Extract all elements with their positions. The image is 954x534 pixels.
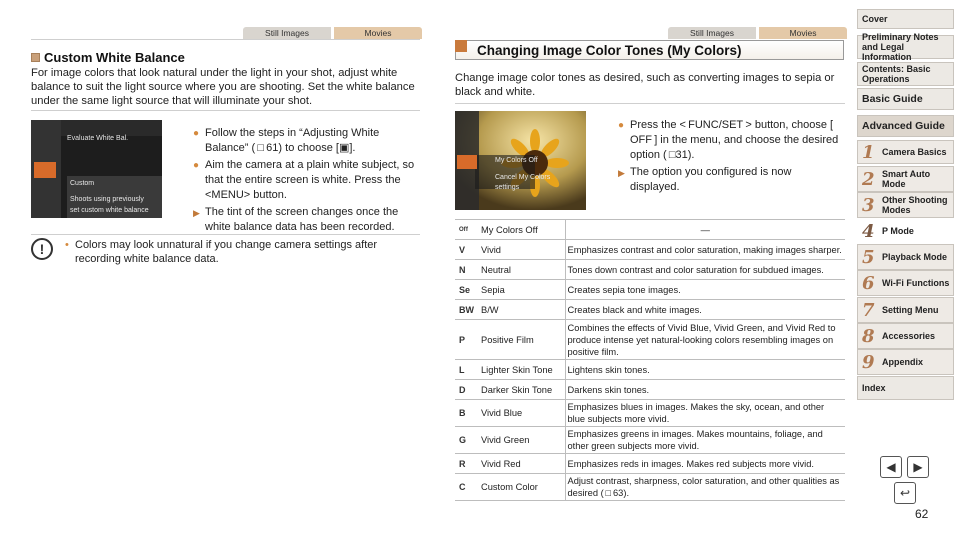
- mode-tabs-left: [243, 27, 422, 39]
- color-mode-description: Emphasizes reds in images. Makes red subjects more vivid.: [565, 454, 845, 474]
- sidebar-item-wi-fi-functions[interactable]: [857, 270, 954, 296]
- sidebar-item-cover[interactable]: [857, 9, 954, 29]
- sidebar-item-playback-mode[interactable]: [857, 244, 954, 270]
- color-mode-icon: R: [459, 458, 466, 469]
- color-mode-name: My Colors Off: [481, 224, 538, 235]
- sidebar-item-label: Other Shooting Modes: [882, 195, 948, 215]
- table-row: [455, 320, 845, 360]
- arrow-left-icon: ◀: [886, 460, 896, 474]
- intro-text-left: For image colors that look natural under the light in your shot, adjust white balance to suit the light source where you are shooting. Set the white balance under the same light source that will illuminate your shot.: [31, 67, 415, 107]
- sidebar-item-label: Contents: Basic Operations: [862, 64, 931, 84]
- movies-tab: Movies: [334, 27, 422, 39]
- still-images-tab: Still Images: [243, 27, 331, 39]
- table-row: [455, 260, 845, 280]
- section-title-my-colors: Changing Image Color Tones (My Colors): [455, 40, 844, 60]
- movies-tab: Movies: [759, 27, 847, 39]
- table-row: [455, 427, 845, 454]
- sidebar-item-smart-auto-mode[interactable]: [857, 166, 954, 192]
- next-page-button[interactable]: [907, 456, 929, 478]
- table-row: [455, 474, 845, 501]
- color-mode-icon: P: [459, 334, 466, 345]
- caution-icon: !: [31, 238, 53, 260]
- color-mode-description: Emphasizes blues in images. Makes the sky, ocean, and other blue subjects more vivid.: [565, 400, 845, 427]
- step-item: ● Follow the steps in “Adjusting White Balance” ( □ 61) to choose [▣].: [193, 127, 380, 154]
- table-row: [455, 220, 845, 240]
- color-mode-icon: V: [459, 244, 466, 255]
- steps-left: [193, 126, 417, 237]
- color-mode-description: Emphasizes greens in images. Makes mountains, foliage, and other green subjects more vivid.: [565, 427, 845, 454]
- sidebar-item-label: Preliminary Notes and Legal Information: [862, 32, 939, 62]
- color-mode-icon: G: [459, 435, 467, 445]
- camera-screen-my-colors: My Colors Off Cancel My Colors settings: [455, 111, 586, 210]
- sidebar-item-label: Playback Mode: [882, 252, 948, 262]
- color-mode-description: Creates sepia tone images.: [565, 280, 845, 300]
- sidebar-item-label: Advanced Guide: [862, 120, 945, 132]
- sidebar-item-setting-menu[interactable]: [857, 297, 954, 323]
- step-item: ▶ The tint of the screen changes once the white balance data has been recorded.: [193, 206, 399, 233]
- my-colors-icon: [457, 155, 477, 169]
- intro-text-right: Change image color tones as desired, such as converting images to sepia or black and white.: [455, 72, 835, 98]
- color-mode-description: —: [565, 220, 845, 240]
- sidebar-item-label: Camera Basics: [882, 147, 947, 157]
- sidebar-item-appendix[interactable]: [857, 349, 954, 375]
- color-mode-name: Vivid Green: [481, 435, 530, 445]
- color-mode-name: Vivid: [481, 244, 501, 255]
- still-images-tab: Still Images: [668, 27, 756, 39]
- divider: [31, 110, 420, 111]
- table-row: [455, 240, 845, 260]
- sidebar-item-label: Wi-Fi Functions: [882, 278, 950, 288]
- sidebar-item-label: Setting Menu: [882, 305, 939, 315]
- color-mode-description: Combines the effects of Vivid Blue, Vivid Green, and Vivid Red to produce intense yet natural-looking colors resembling images on positive film.: [565, 320, 845, 360]
- arrow-right-icon: ▶: [913, 460, 923, 474]
- section-title-custom-wb: Custom White Balance: [31, 50, 185, 65]
- color-mode-icon: C: [459, 482, 466, 492]
- color-mode-name: Darker Skin Tone: [481, 384, 553, 395]
- color-mode-name: Sepia: [481, 284, 505, 295]
- color-mode-icon: N: [459, 264, 466, 275]
- steps-right: [618, 118, 844, 197]
- sidebar-item-label: Accessories: [882, 331, 936, 341]
- table-row: [455, 360, 845, 380]
- sidebar-item-label: Cover: [862, 14, 888, 24]
- color-mode-description: Darkens skin tones.: [565, 380, 845, 400]
- table-row: [455, 280, 845, 300]
- color-mode-icon: L: [459, 364, 465, 375]
- step-item: ● Aim the camera at a plain white subject, so that the entire screen is white. Press the <MENU> button.: [193, 159, 415, 201]
- color-mode-name: Custom Color: [481, 482, 538, 492]
- chapter-number: 8: [862, 325, 875, 347]
- my-colors-table: [455, 219, 845, 501]
- color-mode-description: Tones down contrast and color saturation for subdued images.: [565, 260, 845, 280]
- chapter-number: 2: [862, 168, 875, 190]
- camera-screen-wb: Evaluate White Bal. Custom Shoots using previously set custom white balance: [31, 120, 162, 218]
- page-number: 62: [915, 507, 929, 521]
- sidebar-item-p-mode[interactable]: [857, 218, 954, 244]
- table-row: [455, 400, 845, 427]
- color-mode-description: Creates black and white images.: [565, 300, 845, 320]
- sidebar-item-other-shooting-modes[interactable]: [857, 192, 954, 218]
- sidebar-item-label: Smart Auto Mode: [882, 169, 931, 189]
- sidebar-item-camera-basics[interactable]: [857, 140, 954, 164]
- color-mode-description: Adjust contrast, sharpness, color saturation, and other qualities as desired ( □ 63).: [565, 474, 845, 501]
- chapter-number: 5: [862, 246, 875, 268]
- prev-page-button[interactable]: [880, 456, 902, 478]
- return-button[interactable]: [894, 482, 916, 504]
- color-mode-icon: Se: [459, 284, 471, 295]
- sidebar-item-contents-basic-operations[interactable]: [857, 62, 954, 86]
- color-mode-name: Positive Film: [481, 334, 534, 345]
- chapter-number: 3: [862, 194, 875, 216]
- mode-tabs-right: [668, 27, 847, 39]
- sidebar-item-label: Index: [862, 383, 886, 393]
- sidebar-item-advanced-guide[interactable]: [857, 115, 954, 137]
- chapter-number: 4: [862, 220, 875, 242]
- color-mode-name: B/W: [481, 304, 499, 315]
- color-mode-icon: BW: [459, 304, 474, 315]
- sidebar-item-label: Basic Guide: [862, 93, 923, 105]
- caution-note: ! • Colors may look unnatural if you change camera settings after recording white balance data.: [31, 238, 421, 266]
- section-marker-icon: [31, 53, 40, 62]
- color-mode-icon: D: [459, 384, 466, 395]
- divider: [31, 234, 420, 235]
- table-row: [455, 300, 845, 320]
- sidebar-item-accessories[interactable]: [857, 323, 954, 349]
- divider: [31, 39, 420, 40]
- color-mode-name: Vivid Red: [481, 458, 521, 469]
- return-icon: ↩: [899, 486, 911, 500]
- sidebar-item-label: Appendix: [882, 357, 924, 367]
- color-mode-description: Emphasizes contrast and color saturation, making images sharper.: [565, 240, 845, 260]
- chapter-number: 9: [862, 351, 875, 373]
- sidebar-item-preliminary-notes-and-legal-information[interactable]: [857, 32, 954, 62]
- step-item: ▶ The option you configured is now displayed.: [618, 166, 792, 193]
- color-mode-name: Neutral: [481, 264, 511, 275]
- custom-wb-icon: [34, 162, 56, 178]
- sidebar-item-basic-guide[interactable]: [857, 88, 954, 110]
- sidebar-item-label: P Mode: [882, 226, 914, 236]
- section-marker-icon: [455, 40, 467, 52]
- color-mode-description: Lightens skin tones.: [565, 360, 845, 380]
- table-row: [455, 454, 845, 474]
- sidebar-item-index[interactable]: [857, 376, 954, 400]
- color-mode-icon: B: [459, 408, 466, 418]
- color-mode-icon: ᴼᶠᶠ: [459, 224, 469, 235]
- chapter-number: 1: [862, 141, 875, 163]
- step-item: ● Press the < FUNC/SET > button, choose [ OFF ] in the menu, and choose the desired option ( □31).: [618, 119, 839, 161]
- divider: [455, 103, 845, 104]
- color-mode-name: Lighter Skin Tone: [481, 364, 553, 375]
- chapter-number: 7: [862, 299, 875, 321]
- table-row: [455, 380, 845, 400]
- color-mode-name: Vivid Blue: [481, 408, 523, 418]
- chapter-number: 6: [862, 272, 875, 294]
